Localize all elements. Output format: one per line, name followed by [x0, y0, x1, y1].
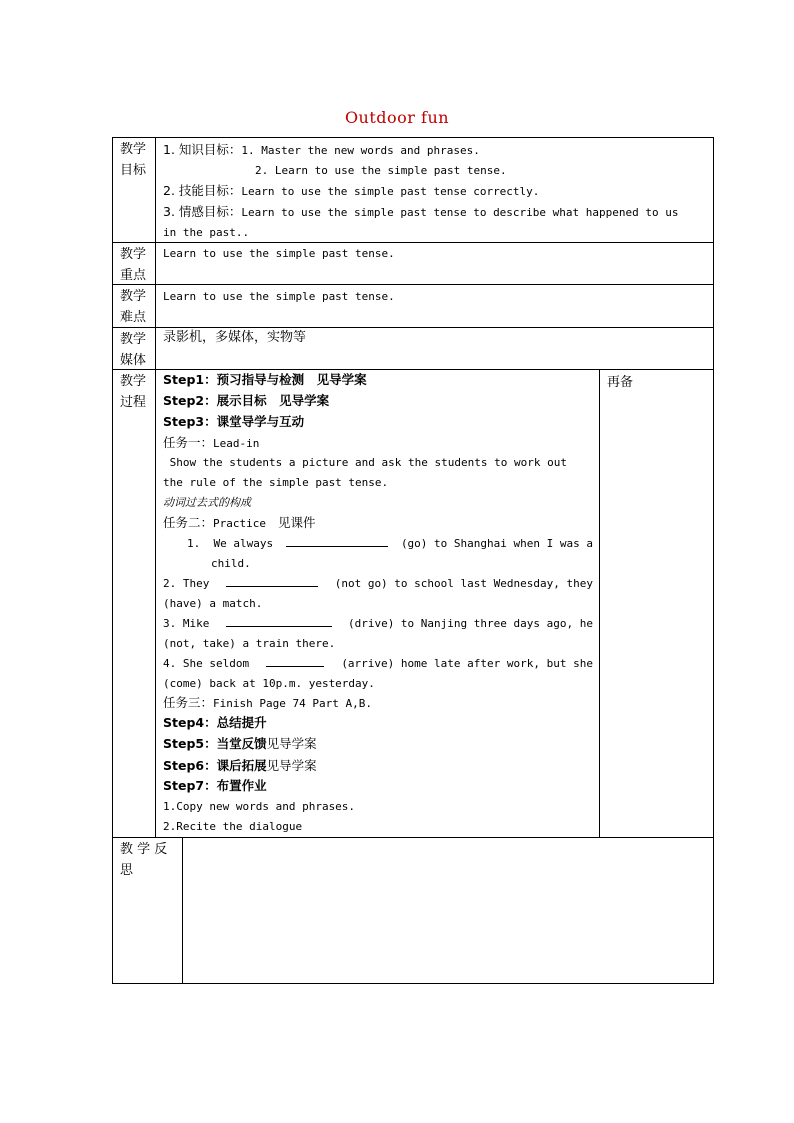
media-header: 教学 媒体	[120, 332, 147, 368]
media-text: 录影机，多媒体，实物等	[163, 330, 307, 345]
task-1-desc: Show the students a picture and ask the students to work out	[163, 456, 567, 469]
reflection-header: 教 学 反 思	[120, 842, 168, 878]
question-2-cont: (have) a match.	[163, 597, 263, 610]
answer-blank	[266, 654, 324, 667]
question-4-cont: (come) back at 10p.m. yesterday.	[163, 677, 375, 690]
difficult-points-text: Learn to use the simple past tense.	[163, 290, 395, 303]
column-divider	[155, 137, 156, 837]
italic-note: 动词过去式的构成	[163, 496, 251, 509]
step-1: Step1：预习指导与检测 见导学案	[163, 372, 367, 387]
row-divider	[112, 837, 714, 838]
goal-skill: 2. 技能目标：Learn to use the simple past tense correctly.	[163, 183, 540, 198]
goal-knowledge-2: 2. Learn to use the simple past tense.	[255, 164, 507, 177]
step-2: Step2：展示目标 见导学案	[163, 393, 330, 408]
step-7: Step7：布置作业	[163, 778, 267, 793]
document-title: Outdoor fun	[344, 108, 450, 127]
key-points-text: Learn to use the simple past tense.	[163, 247, 395, 260]
task-3: 任务三：Finish Page 74 Part A,B.	[163, 695, 372, 710]
goal-knowledge: 1. 知识目标：1. Master the new words and phrases.	[163, 142, 480, 157]
task-2: 任务二：Practice 见课件	[163, 515, 316, 530]
answer-blank	[226, 614, 332, 627]
question-4: 4. She seldom (arrive) home late after work, but she	[163, 654, 593, 674]
question-3-cont: (not, take) a train there.	[163, 637, 336, 650]
step-3: Step3：课堂导学与互动	[163, 414, 305, 429]
row-divider	[112, 284, 714, 285]
step-4: Step4：总结提升	[163, 715, 267, 730]
homework-1: 1.Copy new words and phrases.	[163, 800, 356, 813]
step-6: Step6：课后拓展见导学案	[163, 758, 317, 773]
column-divider	[182, 837, 183, 984]
side-notes-header: 再备	[607, 375, 634, 390]
task-1: 任务一：Lead-in	[163, 435, 260, 450]
process-header: 教学 过程	[120, 374, 147, 410]
column-divider	[599, 369, 600, 837]
answer-blank	[226, 574, 318, 587]
step-5: Step5：当堂反馈见导学案	[163, 736, 317, 751]
difficult-points-header: 教学 难点	[120, 289, 147, 325]
question-2: 2. They (not go) to school last Wednesday, they	[163, 574, 593, 594]
question-1: 1. We always (go) to Shanghai when I was a	[187, 534, 593, 554]
homework-2: 2.Recite the dialogue	[163, 820, 303, 833]
goals-header: 教学 目标	[120, 142, 147, 178]
reflection-area[interactable]	[184, 839, 712, 982]
goal-emotion-cont: in the past..	[163, 226, 250, 239]
question-3: 3. Mike (drive) to Nanjing three days ago, he	[163, 614, 593, 634]
answer-blank	[286, 534, 388, 547]
task-1-desc-2: the rule of the simple past tense.	[163, 476, 389, 489]
goal-emotion: 3. 情感目标：Learn to use the simple past tense to describe what happened to us	[163, 204, 679, 219]
key-points-header: 教学 重点	[120, 247, 147, 283]
question-1-cont: child.	[211, 557, 251, 570]
